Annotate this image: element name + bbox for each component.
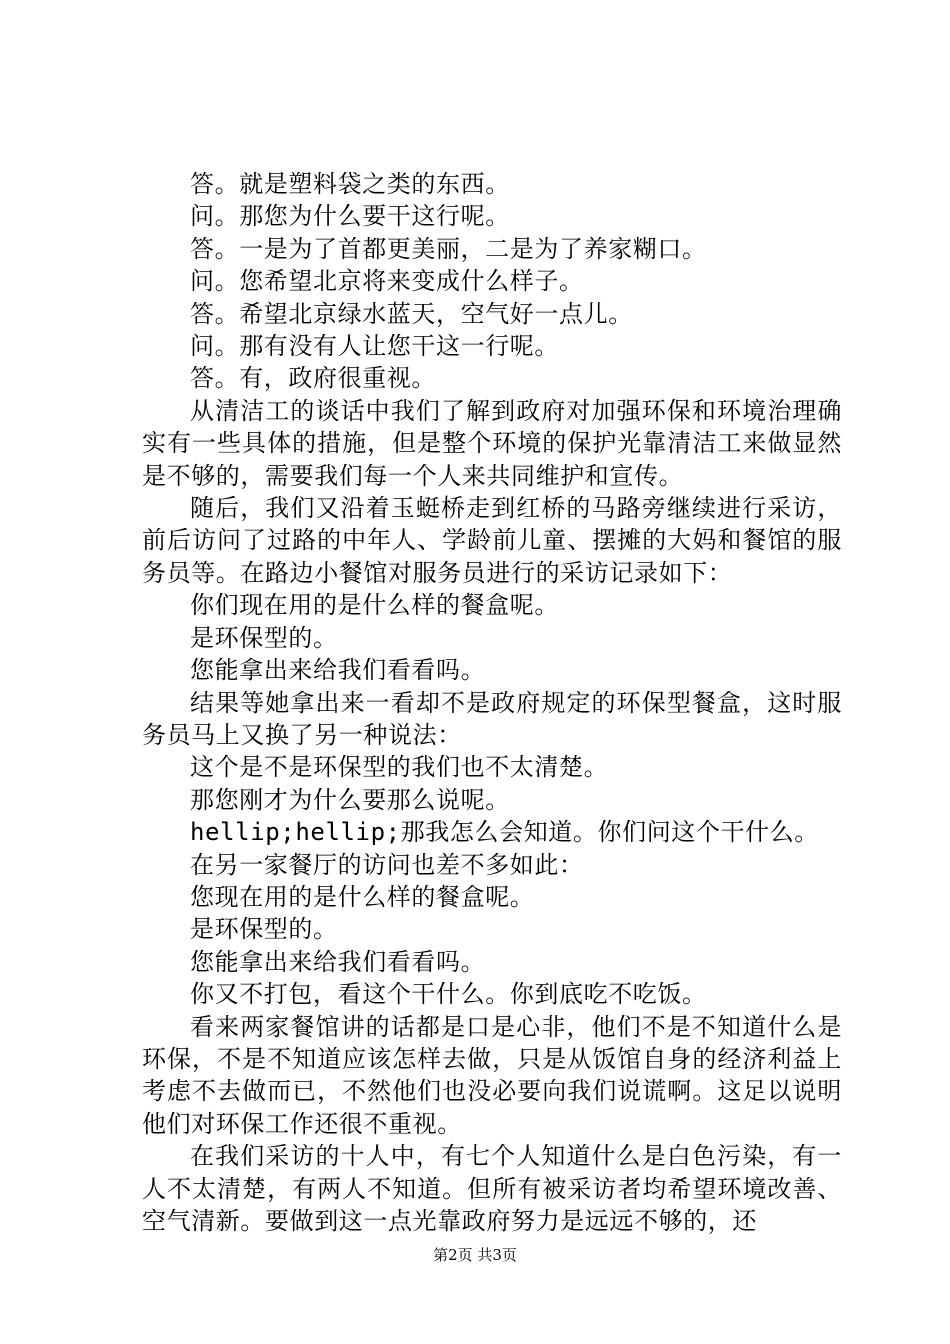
paragraph: 在另一家餐厅的访问也差不多如此： xyxy=(190,850,584,879)
paragraph: 您能拿出来给我们看看吗。 xyxy=(190,656,486,685)
paragraph: 那您刚才为什么要那么说呢。 xyxy=(190,785,510,814)
paragraph: 答。希望北京绿水蓝天，空气好一点儿。 xyxy=(190,299,633,328)
paragraph: 这个是不是环保型的我们也不太清楚。 xyxy=(190,753,609,782)
paragraph: 结果等她拿出来一看却不是政府规定的环保型餐盒，这时服务员马上又换了另一种说法： xyxy=(142,688,842,749)
paragraph: 看来两家餐馆讲的话都是口是心非，他们不是不知道什么是环保，不是不知道应该怎样去做，只是从饭馆自身的经济利益上考虑不去做而已，不然他们也没必要向我们说谎啊。这足以说明他们对环保工作还很不重视。 xyxy=(142,1012,842,1138)
paragraph: 问。那您为什么要干这行呢。 xyxy=(190,202,510,231)
paragraph: 随后，我们又沿着玉蜓桥走到红桥的马路旁继续进行采访，前后访问了过路的中年人、学龄前儿童、摆摊的大妈和餐馆的服务员等。在路边小餐馆对服务员进行的采访记录如下： xyxy=(142,494,842,587)
paragraph: 你们现在用的是什么样的餐盒呢。 xyxy=(190,591,559,620)
paragraph: 是环保型的。 xyxy=(190,915,338,944)
paragraph: 您现在用的是什么样的餐盒呢。 xyxy=(190,882,535,911)
paragraph: 你又不打包，看这个干什么。你到底吃不吃饭。 xyxy=(190,980,707,1009)
paragraph: 问。您希望北京将来变成什么样子。 xyxy=(190,267,584,296)
paragraph: 问。那有没有人让您干这一行呢。 xyxy=(190,332,559,361)
document-body xyxy=(142,168,842,1237)
page-number-footer: 第2页 共3页 xyxy=(433,1246,517,1264)
paragraph: 您能拿出来给我们看看吗。 xyxy=(190,947,486,976)
paragraph: 答。有，政府很重视。 xyxy=(190,364,436,393)
paragraph: 答。就是塑料袋之类的东西。 xyxy=(190,170,510,198)
paragraph: 从清洁工的谈话中我们了解到政府对加强环保和环境治理确实有一些具体的措施，但是整个环境的保护光靠清洁工来做显然是不够的，需要我们每一个人来共同维护和宣传。 xyxy=(142,396,842,490)
paragraph: hellip;hellip;那我怎么会知道。你们问这个干什么。 xyxy=(190,818,819,847)
paragraph: 是环保型的。 xyxy=(190,623,338,652)
paragraph: 答。一是为了首都更美丽，二是为了养家糊口。 xyxy=(190,234,707,263)
paragraph: 在我们采访的十人中，有七个人知道什么是白色污染，有一人不太清楚，有两人不知道。但所有被采访者均希望环境改善、空气清新。要做到这一点光靠政府努力是远远不够的，还 xyxy=(142,1142,842,1235)
